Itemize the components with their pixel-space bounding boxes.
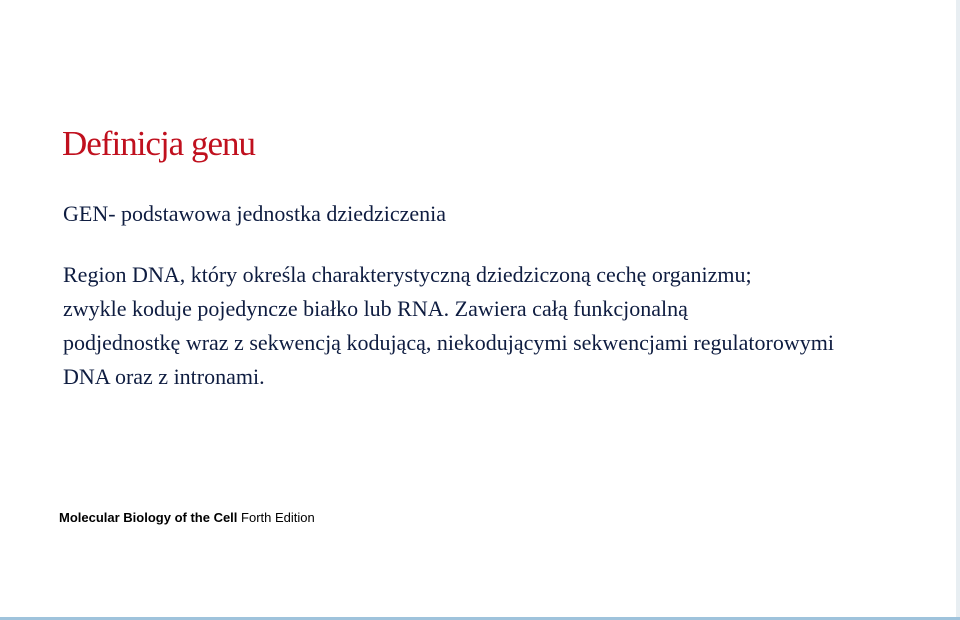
paragraph-line: podjednostkę wraz z sekwencją kodującą, niekodującymi sekwencjami regulatorowymi — [63, 330, 834, 355]
paragraph-line: zwykle koduje pojedyncze białko lub RNA. Zawiera całą funkcjonalną — [63, 296, 688, 321]
gene-definition-paragraph — [63, 258, 953, 394]
citation — [59, 510, 315, 525]
citation-edition: Forth Edition — [237, 510, 315, 525]
gen-definition: GEN- podstawowa jednostka dziedziczenia — [63, 201, 447, 226]
paragraph-line: Region DNA, który określa charakterystyczną dziedziczoną cechę organizmu; — [63, 262, 752, 287]
citation-book-title: Molecular Biology of the Cell — [59, 510, 238, 525]
slide-title: Definicja genu — [62, 124, 255, 163]
paragraph-line: DNA oraz z intronami. — [63, 364, 265, 389]
right-border — [956, 0, 960, 620]
